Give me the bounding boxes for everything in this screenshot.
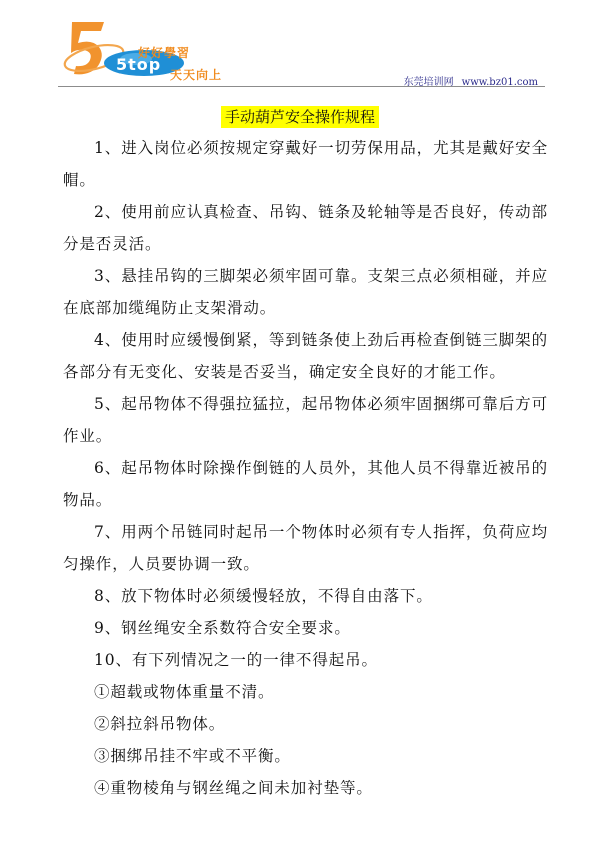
site-logo[interactable] bbox=[58, 14, 223, 86]
rule-paragraph: 10、有下列情况之一的一律不得起吊。 bbox=[94, 651, 378, 669]
title-container bbox=[0, 106, 600, 128]
condition-item: ④重物棱角与钢丝绳之间未加衬垫等。 bbox=[94, 779, 373, 797]
site-name: 东莞培训网 bbox=[403, 77, 454, 88]
rule-paragraph: 4、使用时应缓慢倒紧，等到链条使上劲后再检查倒链三脚架的各部分有无变化、安装是否妥当，确定安全良好的才能工作。 bbox=[63, 331, 548, 381]
rule-paragraph: 8、放下物体时必须缓慢轻放，不得自由落下。 bbox=[94, 587, 433, 605]
condition-item: ①超载或物体重量不清。 bbox=[94, 683, 275, 701]
rule-paragraph: 5、起吊物体不得强拉猛拉，起吊物体必须牢固捆绑可靠后方可作业。 bbox=[63, 395, 548, 445]
logo-slogan-line2: 天天向上 bbox=[170, 68, 223, 82]
rule-paragraph: 3、悬挂吊钩的三脚架必须牢固可靠。支架三点必须相碰，并应在底部加缆绳防止支架滑动。 bbox=[63, 267, 548, 317]
condition-item: ③捆绑吊挂不牢或不平衡。 bbox=[94, 747, 291, 765]
logo-slogan-line1: 好好學習 bbox=[138, 46, 191, 60]
rule-paragraph: 7、用两个吊链同时起吊一个物体时必须有专人指挥，负荷应均匀操作，人员要协调一致。 bbox=[63, 523, 548, 573]
header-divider bbox=[58, 86, 545, 87]
rule-paragraph: 2、使用前应认真检查、吊钩、链条及轮轴等是否良好，传动部分是否灵活。 bbox=[63, 203, 548, 253]
rule-paragraph: 9、钢丝绳安全系数符合安全要求。 bbox=[94, 619, 351, 637]
logo-wordmark: 5top bbox=[116, 55, 162, 74]
rule-paragraph: 6、起吊物体时除操作倒链的人员外，其他人员不得靠近被吊的物品。 bbox=[63, 459, 548, 509]
condition-item: ②斜拉斜吊物体。 bbox=[94, 715, 226, 733]
document-title: 手动葫芦安全操作规程 bbox=[221, 106, 379, 128]
site-url-link[interactable]: www.bz01.com bbox=[461, 77, 538, 88]
document-body bbox=[63, 132, 548, 804]
rule-paragraph: 1、进入岗位必须按规定穿戴好一切劳保用品，尤其是戴好安全帽。 bbox=[63, 139, 548, 189]
